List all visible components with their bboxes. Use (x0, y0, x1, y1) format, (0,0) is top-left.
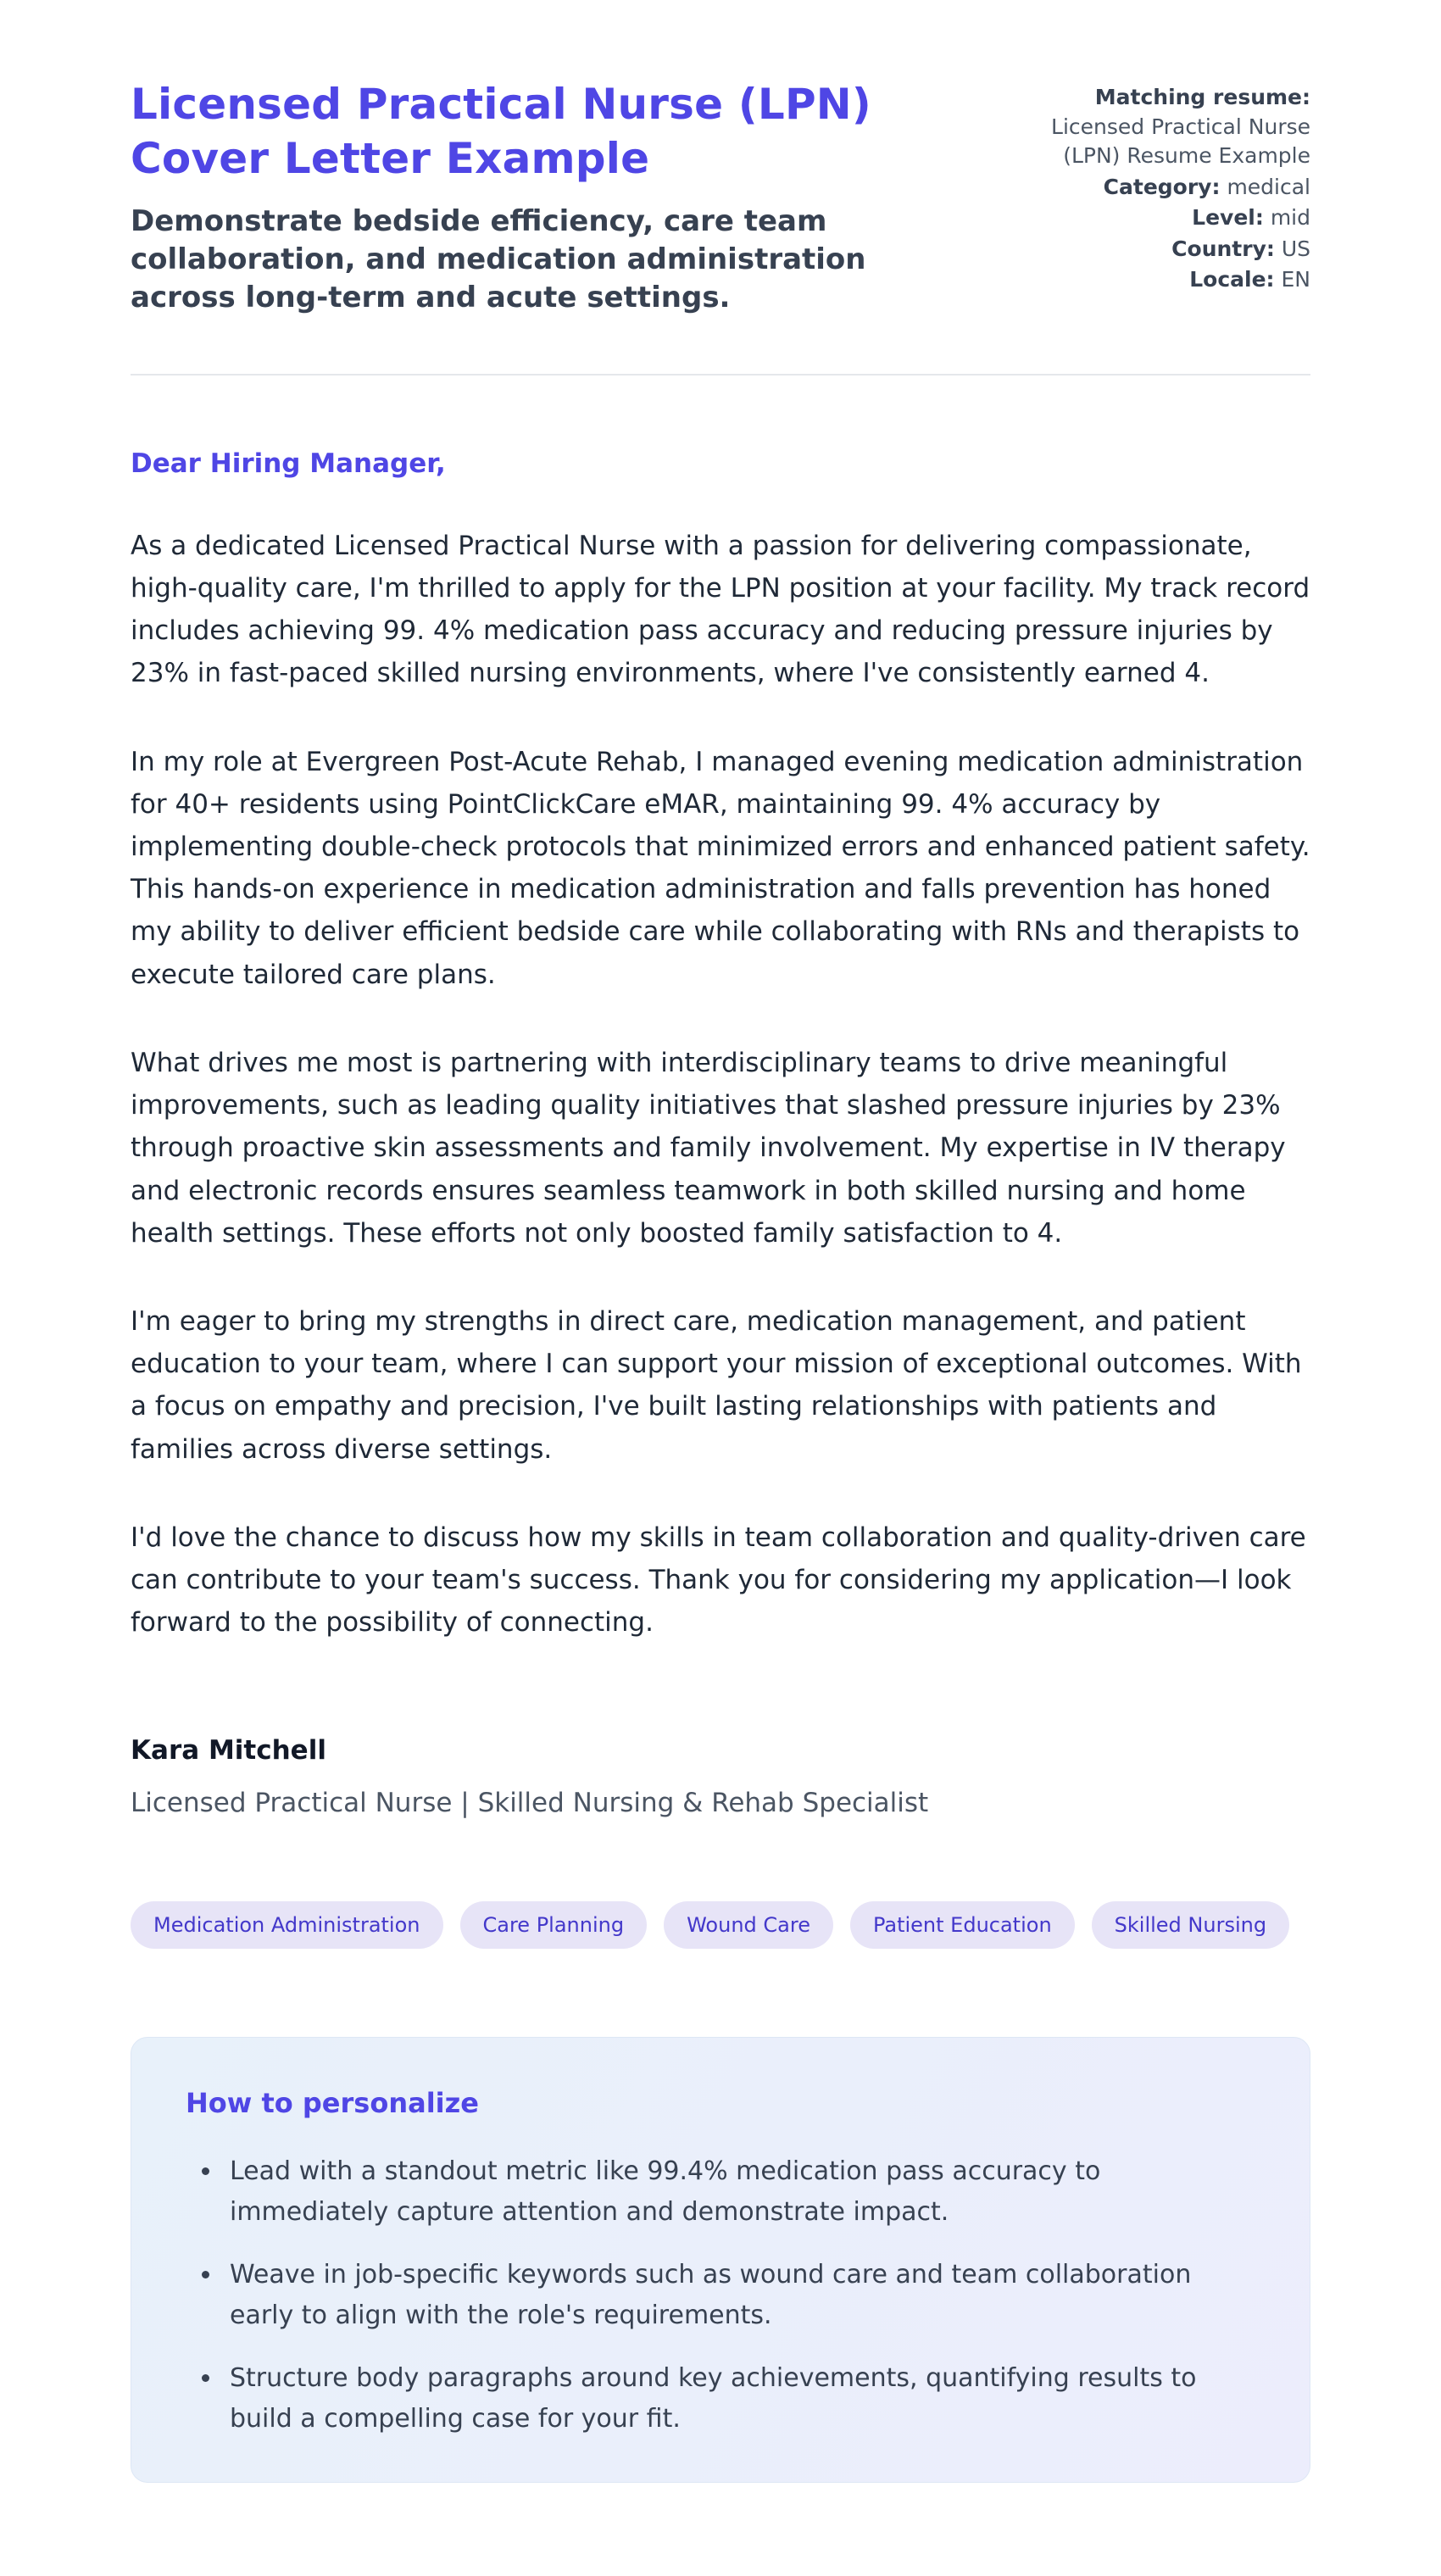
tips-list (186, 2151, 1255, 2440)
salutation: Dear Hiring Manager, (131, 448, 446, 479)
meta-country-label: Country: (1171, 236, 1275, 261)
matching-resume (1027, 83, 1310, 171)
skill-tag-skilled-nursing: Skilled Nursing (1092, 1901, 1289, 1949)
meta-locale (1027, 265, 1310, 295)
page-subtitle: Demonstrate bedside efficiency, care team collaboration, and medication administration across long-term and acute settings. (131, 204, 866, 315)
cover-letter-body (131, 448, 1310, 1819)
meta-level (1027, 203, 1310, 233)
signature-name: Kara Mitchell (131, 1735, 326, 1766)
personalization-tips-box (131, 2037, 1310, 2483)
header-divider (131, 374, 1310, 376)
meta-country-value: US (1281, 236, 1310, 261)
letter-paragraph-5: I'd love the chance to discuss how my skills in team collaboration and quality-driven care can contribute to your team's success. Thank you for considering my application—I look forward to the possibility of connecting. (131, 1522, 1306, 1639)
meta-category (1027, 173, 1310, 203)
matching-resume-value: Licensed Practical Nurse (LPN) Resume Example (1051, 114, 1310, 168)
tip-item-1: • Lead with a standout metric like 99.4% medication pass accuracy to immediately capture attention and demonstrate impact. (223, 2151, 1255, 2233)
page-title: Licensed Practical Nurse (LPN) Cover Letter Example (131, 80, 871, 183)
letter-paragraph-3: What drives me most is partnering with interdisciplinary teams to drive meaningful improvements, such as leading quality initiatives that slashed pressure injuries by 23% through proactive skin assessments and family involvement. My expertise in IV therapy and electronic records ensures seamless teamwork in both skilled nursing and home health settings. These efforts not only boosted family satisfaction to 4. (131, 1047, 1286, 1249)
meta-locale-value: EN (1281, 267, 1310, 292)
skill-tag-care-planning: Care Planning (460, 1901, 648, 1949)
letter-paragraph-2: In my role at Evergreen Post-Acute Rehab, I managed evening medication administration for 40+ residents using PointClickCare eMAR, maintaining 99. 4% accuracy by implementing double-check protocols that minimized errors and enhanced patient safety. This hands-on experience in medication administration and falls prevention has honed my ability to deliver efficient bedside care while collaborating with RNs and therapists to execute tailored care plans. (131, 746, 1310, 990)
tip-item-3: • Structure body paragraphs around key achievements, quantifying results to build a compelling case for your fit. (223, 2358, 1255, 2440)
skill-tag-list (131, 1901, 1310, 1949)
skill-tag-wound-care: Wound Care (664, 1901, 833, 1949)
matching-resume-label: Matching resume: (1094, 85, 1310, 109)
page-header (131, 78, 1310, 318)
skill-tag-patient-education: Patient Education (850, 1901, 1075, 1949)
meta-level-value: mid (1270, 205, 1310, 230)
skill-tag-medication-administration: Medication Administration (131, 1901, 443, 1949)
tip-item-2: • Weave in job-specific keywords such as wound care and team collaboration early to align with the role's requirements. (223, 2255, 1255, 2336)
resume-meta-panel (1027, 78, 1310, 318)
tips-heading: How to personalize (186, 2087, 479, 2120)
meta-country (1027, 235, 1310, 264)
signature-role: Licensed Practical Nurse | Skilled Nursing & Rehab Specialist (131, 1788, 929, 1819)
meta-category-label: Category: (1103, 174, 1221, 199)
letter-paragraph-1: As a dedicated Licensed Practical Nurse with a passion for delivering compassionate, high-quality care, I'm thrilled to apply for the LPN position at your facility. My track record includes achieving 99. 4% medication pass accuracy and reducing pressure injuries by 23% in fast-paced skilled nursing environments, where I've consistently earned 4. (131, 530, 1310, 689)
cover-letter-page (131, 0, 1310, 2576)
meta-level-label: Level: (1192, 205, 1264, 230)
meta-locale-label: Locale: (1189, 267, 1275, 292)
letter-paragraph-4: I'm eager to bring my strengths in direct care, medication management, and patient education to your team, where I can support your mission of exceptional outcomes. With a focus on empathy and precision, I've built lasting relationships with patients and families across diverse settings. (131, 1305, 1302, 1465)
meta-category-value: medical (1227, 174, 1310, 199)
header-title-block (131, 78, 993, 318)
